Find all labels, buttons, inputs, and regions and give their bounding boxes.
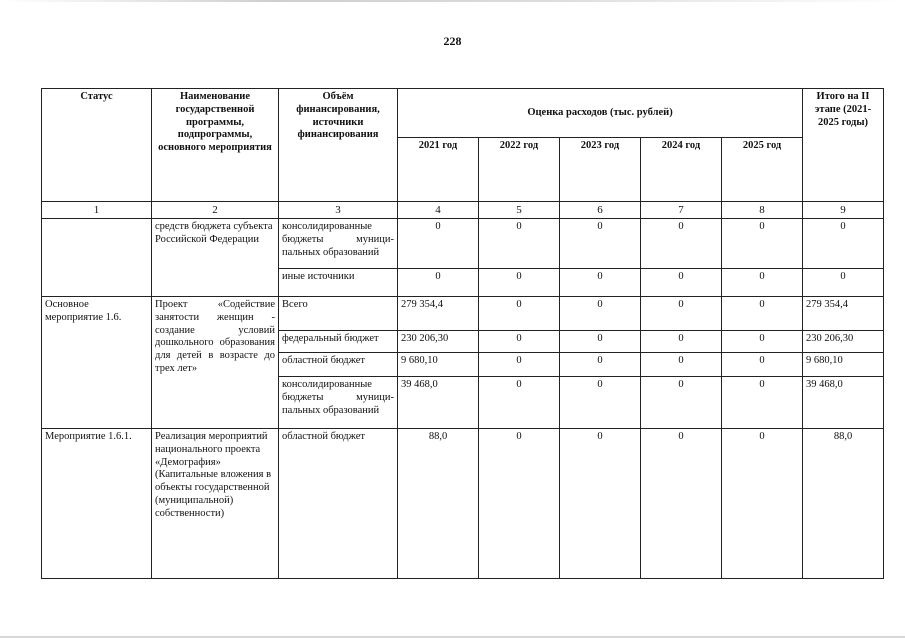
header-year-2021: 2021 год <box>398 138 479 202</box>
column-number: 1 <box>42 202 152 219</box>
value-cell: 230 206,30 <box>398 331 479 353</box>
source-cell: областной бюджет <box>279 353 398 377</box>
header-volume: Объём финансирования, источники финансирования <box>279 89 398 202</box>
source-cell: консолидированные бюджеты муници-пальных образований <box>279 377 398 429</box>
value-cell: 0 <box>722 219 803 269</box>
column-number: 3 <box>279 202 398 219</box>
column-number: 4 <box>398 202 479 219</box>
header-year-2023: 2023 год <box>560 138 641 202</box>
column-number: 6 <box>560 202 641 219</box>
value-cell: 0 <box>479 377 560 429</box>
value-cell: 0 <box>560 219 641 269</box>
header-year-2024: 2024 год <box>641 138 722 202</box>
column-number: 9 <box>803 202 884 219</box>
source-cell: консолидированные бюджеты муници-пальных образований <box>279 219 398 269</box>
column-numbers-row <box>42 202 884 219</box>
header-total: Итого на II этапе (2021-2025 годы) <box>803 89 884 202</box>
table-row <box>42 219 884 269</box>
value-cell: 0 <box>398 269 479 297</box>
total-cell: 279 354,4 <box>803 297 884 331</box>
value-cell: 0 <box>479 297 560 331</box>
header-year-2025: 2025 год <box>722 138 803 202</box>
scan-edge-top <box>0 0 905 2</box>
value-cell: 0 <box>560 269 641 297</box>
column-number: 7 <box>641 202 722 219</box>
budget-table <box>41 88 884 579</box>
value-cell: 88,0 <box>398 429 479 579</box>
name-cell: Реализация мероприятий национального проекта «Демография» (Капитальные вложения в объекты государственной (муниципальной) собственности) <box>152 429 279 579</box>
source-cell: иные источники <box>279 269 398 297</box>
value-cell: 0 <box>722 377 803 429</box>
header-status: Статус <box>42 89 152 202</box>
total-cell: 0 <box>803 269 884 297</box>
source-cell: федеральный бюджет <box>279 331 398 353</box>
value-cell: 0 <box>641 219 722 269</box>
value-cell: 0 <box>398 219 479 269</box>
status-cell: Мероприятие 1.6.1. <box>42 429 152 579</box>
value-cell: 0 <box>722 269 803 297</box>
value-cell: 9 680,10 <box>398 353 479 377</box>
source-cell: областной бюджет <box>279 429 398 579</box>
source-cell: Всего <box>279 297 398 331</box>
scan-edge-bottom <box>0 636 905 638</box>
value-cell: 0 <box>479 219 560 269</box>
value-cell: 0 <box>641 331 722 353</box>
table-row <box>42 297 884 331</box>
value-cell: 0 <box>641 269 722 297</box>
value-cell: 0 <box>479 269 560 297</box>
value-cell: 0 <box>560 377 641 429</box>
value-cell: 279 354,4 <box>398 297 479 331</box>
header-year-2022: 2022 год <box>479 138 560 202</box>
value-cell: 0 <box>560 353 641 377</box>
value-cell: 0 <box>641 377 722 429</box>
table-row <box>42 429 884 579</box>
value-cell: 0 <box>722 331 803 353</box>
column-number: 2 <box>152 202 279 219</box>
value-cell: 0 <box>479 429 560 579</box>
name-cell: средств бюджета субъекта Российской Федерации <box>152 219 279 297</box>
value-cell: 0 <box>641 429 722 579</box>
value-cell: 0 <box>722 353 803 377</box>
value-cell: 0 <box>560 297 641 331</box>
value-cell: 39 468,0 <box>398 377 479 429</box>
value-cell: 0 <box>479 331 560 353</box>
status-cell: Основное мероприятие 1.6. <box>42 297 152 429</box>
value-cell: 0 <box>641 297 722 331</box>
page-number: 228 <box>443 34 462 48</box>
total-cell: 88,0 <box>803 429 884 579</box>
total-cell: 230 206,30 <box>803 331 884 353</box>
total-cell: 0 <box>803 219 884 269</box>
total-cell: 39 468,0 <box>803 377 884 429</box>
value-cell: 0 <box>560 331 641 353</box>
value-cell: 0 <box>722 429 803 579</box>
total-cell: 9 680,10 <box>803 353 884 377</box>
column-number: 8 <box>722 202 803 219</box>
header-name: Наименование государственной программы, подпрограммы, основного мероприятия <box>152 89 279 202</box>
value-cell: 0 <box>479 353 560 377</box>
value-cell: 0 <box>722 297 803 331</box>
value-cell: 0 <box>560 429 641 579</box>
value-cell: 0 <box>641 353 722 377</box>
name-cell: Проект «Содействие занятости женщин - создание условий дошкольного образования для детей в возрасте до трех лет» <box>152 297 279 429</box>
column-number: 5 <box>479 202 560 219</box>
header-estimate: Оценка расходов (тыс. рублей) <box>398 89 803 138</box>
status-cell <box>42 219 152 297</box>
